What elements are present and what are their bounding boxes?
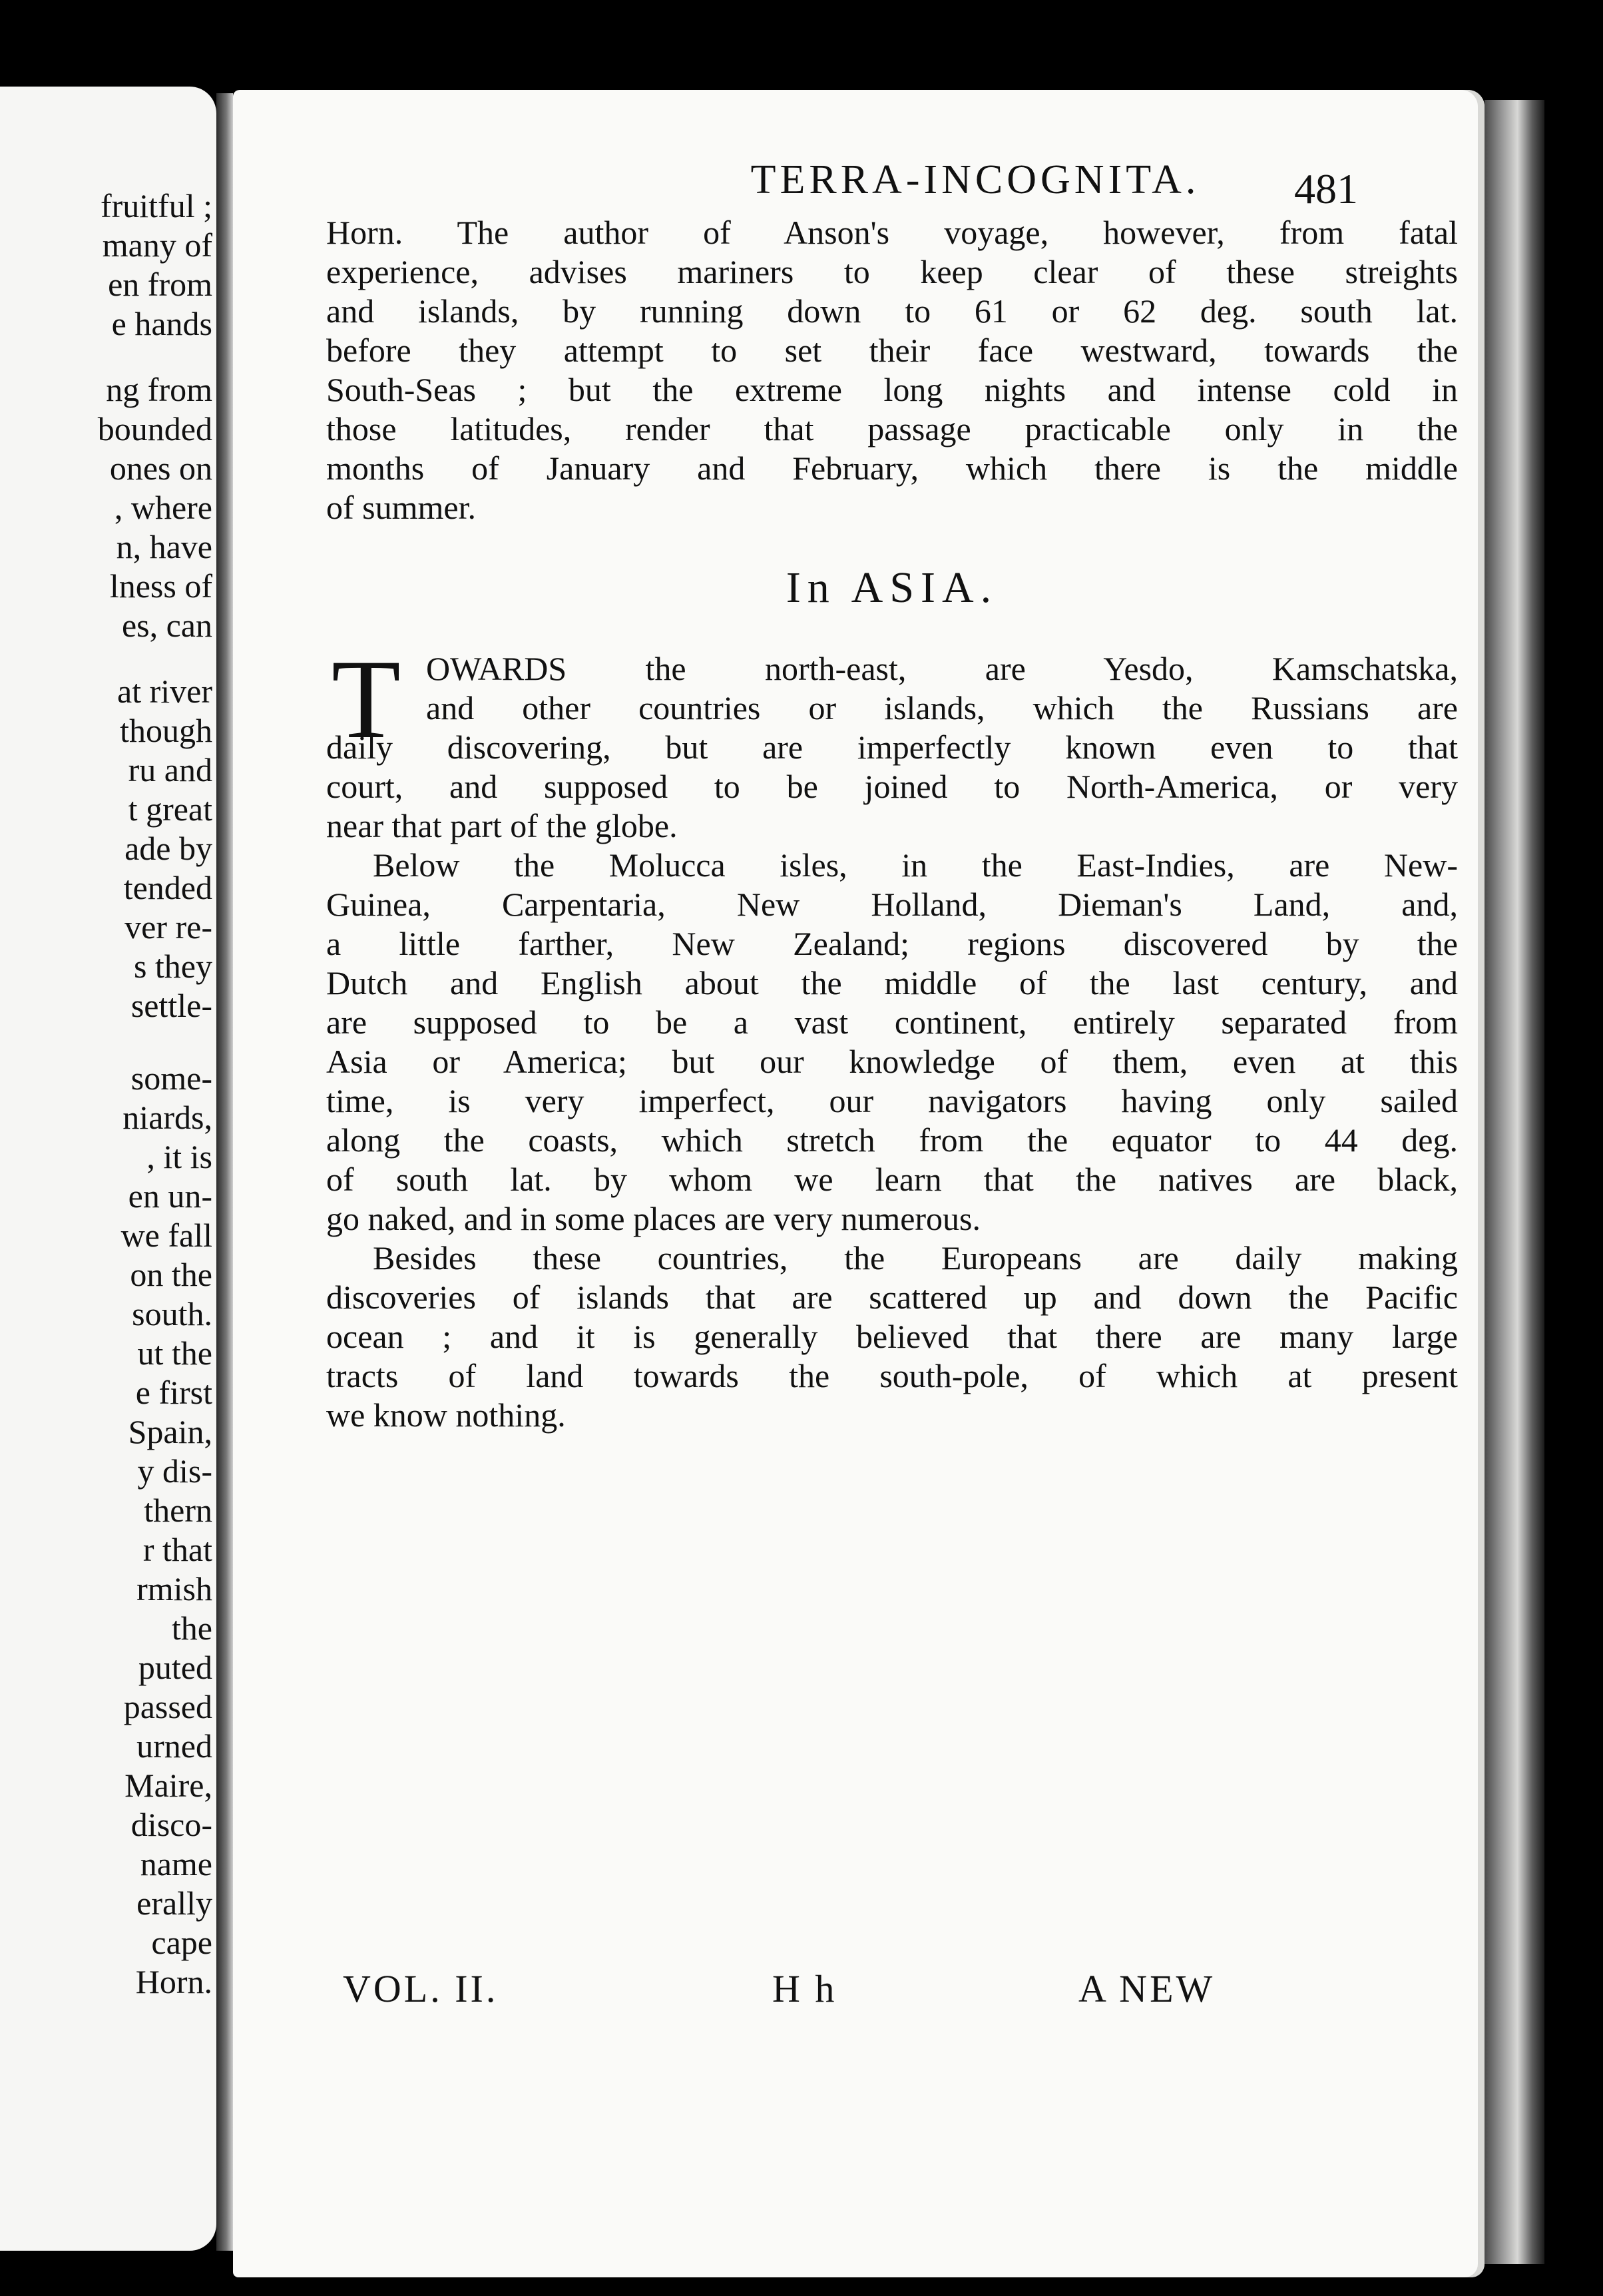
left-page-fragment: passed (123, 1688, 212, 1725)
left-page-fragment: settle- (130, 987, 212, 1024)
paragraph-molucca (326, 846, 1458, 1239)
footer-signature: H h (772, 1967, 837, 2010)
left-page-fragment: e first (135, 1374, 212, 1411)
left-page-fragment: south. (132, 1295, 212, 1332)
text-line: months of January and February, which there is the middle (326, 449, 1458, 487)
text-line: South-Seas ; but the extreme long nights and intense cold in (326, 371, 1458, 408)
text-line: time, is very imperfect, our navigators having only sailed (326, 1082, 1458, 1119)
text-line: those latitudes, render that passage practicable only in the (326, 410, 1458, 447)
left-page-fragment: Horn. (135, 1963, 212, 2000)
left-page-fragment: thern (144, 1492, 212, 1529)
left-page-fragment: es, can (121, 607, 212, 644)
drop-cap: T (332, 637, 401, 762)
text-line: OWARDS the north-east, are Yesdo, Kamschatska, (426, 650, 1458, 687)
book-gutter (216, 93, 233, 2251)
running-head: TERRA-INCOGNITA. (750, 157, 1200, 202)
footer-catchword: A NEW (1078, 1967, 1216, 2010)
left-page-fragment: n, have (116, 528, 212, 565)
left-page-fragment: many of (102, 226, 212, 264)
left-page-fragment: ng from (106, 371, 212, 408)
text-line: experience, advises mariners to keep clear of these streights (326, 253, 1458, 290)
left-page-fragment: erally (136, 1884, 212, 1922)
section-heading: In ASIA. (786, 563, 999, 612)
text-line: a little farther, New Zealand; regions discovered by the (326, 925, 1458, 962)
left-page-fragment: puted (138, 1649, 212, 1686)
left-page-fragment: e hands (111, 305, 212, 342)
left-page-fragment: cape (151, 1924, 212, 1961)
left-page-fragment: fruitful ; (100, 187, 212, 224)
left-page-fragment: though (120, 712, 212, 749)
left-page-fragment: some- (130, 1059, 212, 1097)
left-page-fragment: we fall (120, 1217, 212, 1254)
left-page-fragment: ru and (128, 751, 212, 788)
left-page-fragment: ones on (109, 449, 212, 487)
left-page-fragment: niards, (122, 1099, 212, 1136)
page-edges (1485, 100, 1544, 2264)
text-line: Horn. The author of Anson's voyage, however, from fatal (326, 214, 1458, 251)
left-page-fragment: ade by (124, 830, 212, 867)
paragraph-yesdo (326, 649, 1458, 846)
left-page-fragment: y dis- (137, 1452, 212, 1490)
left-page-fragment: , where (114, 489, 212, 526)
left-page-fragment: , it is (146, 1138, 212, 1175)
opening-paragraph (326, 213, 1458, 527)
left-page (0, 87, 216, 2251)
text-line: before they attempt to set their face westward, towards the (326, 332, 1458, 369)
left-page-fragment: ver re- (124, 908, 212, 946)
text-line: Below the Molucca isles, in the East-Indies, are New- (373, 846, 1458, 884)
text-line: and islands, by running down to 61 or 62 deg. south lat. (326, 292, 1458, 330)
left-page-fragment: Spain, (128, 1413, 212, 1450)
page-number: 481 (1294, 165, 1358, 212)
left-page-fragment: s they (133, 948, 212, 985)
text-line: of south lat. by whom we learn that the natives are black, (326, 1161, 1458, 1198)
left-page-fragment: name (140, 1845, 212, 1882)
left-page-fragment: the (171, 1609, 212, 1647)
text-line: court, and supposed to be joined to North-America, or very (326, 768, 1458, 805)
left-page-fragment: urned (136, 1727, 212, 1765)
left-page-fragment: r that (142, 1531, 212, 1568)
text-line: tracts of land towards the south-pole, of which at present (326, 1357, 1458, 1394)
left-page-fragment: tended (123, 869, 212, 906)
left-page-fragment: bounded (97, 410, 212, 447)
text-line: are supposed to be a vast continent, entirely separated from (326, 1004, 1458, 1041)
text-line: Besides these countries, the Europeans are daily making (373, 1239, 1458, 1277)
paragraph-pacific (326, 1239, 1458, 1435)
left-page-fragment: ut the (137, 1334, 212, 1372)
left-page-fragment: lness of (109, 567, 212, 605)
text-line: go naked, and in some places are very numerous. (326, 1200, 981, 1237)
right-page (233, 90, 1485, 2277)
text-line: we know nothing. (326, 1396, 566, 1434)
text-line: along the coasts, which stretch from the equator to 44 deg. (326, 1121, 1458, 1159)
left-page-fragment: on the (130, 1256, 212, 1293)
left-page-fragment: rmish (136, 1570, 212, 1607)
text-line: discoveries of islands that are scattered up and down the Pacific (326, 1279, 1458, 1316)
text-line: Guinea, Carpentaria, New Holland, Dieman's Land, and, (326, 886, 1458, 923)
left-page-fragment: Maire, (124, 1767, 212, 1804)
text-line: of summer. (326, 489, 476, 526)
footer-volume: VOL. II. (343, 1967, 499, 2010)
left-page-fragment: en un- (128, 1177, 212, 1215)
text-line: daily discovering, but are imperfectly known even to that (326, 728, 1458, 766)
text-line: Asia or America; but our knowledge of them, even at this (326, 1043, 1458, 1080)
text-line: ocean ; and it is generally believed that there are many large (326, 1318, 1458, 1355)
left-page-fragment: at river (117, 673, 212, 710)
text-line: Dutch and English about the middle of the last century, and (326, 964, 1458, 1002)
text-line: near that part of the globe. (326, 807, 678, 844)
left-page-fragment: t great (128, 790, 212, 828)
left-page-fragment: disco- (130, 1806, 212, 1843)
text-line: and other countries or islands, which the Russians are (426, 689, 1458, 726)
left-page-fragment: en from (108, 266, 212, 303)
